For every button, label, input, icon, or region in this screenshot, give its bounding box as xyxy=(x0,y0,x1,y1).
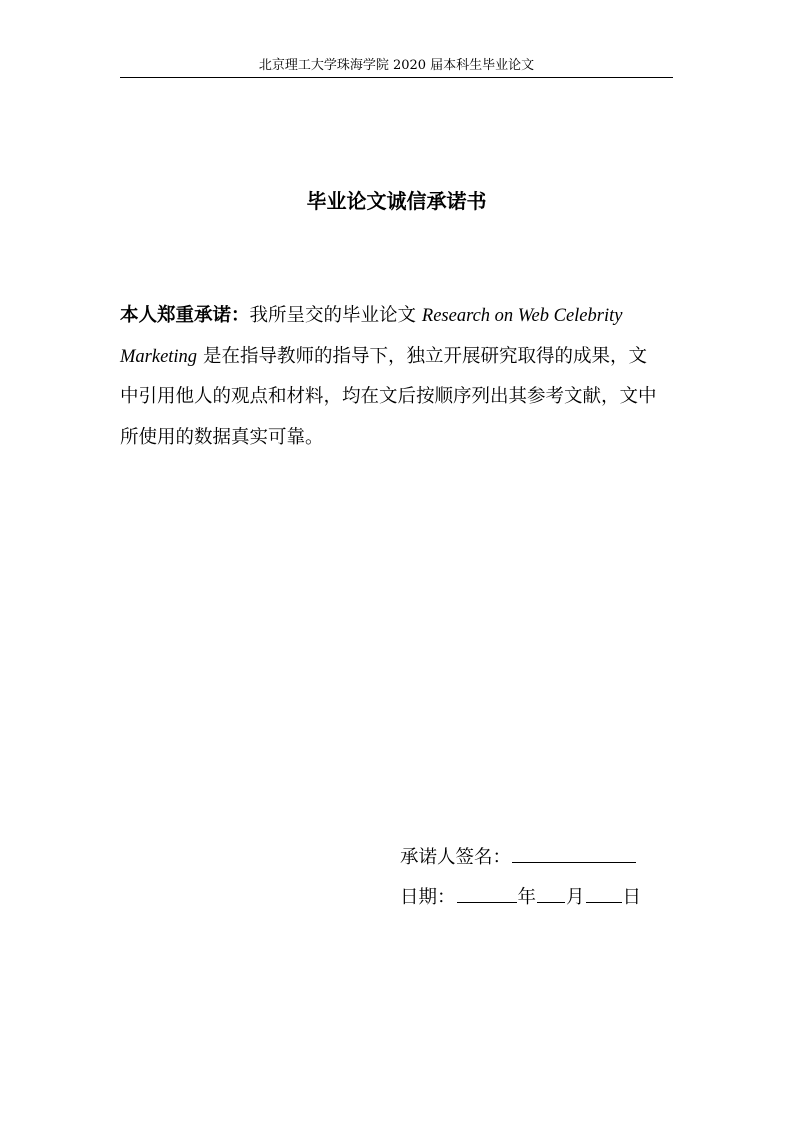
signer-row xyxy=(400,838,641,878)
thesis-title: Research on Web Celebrity Marketing xyxy=(120,306,623,367)
day-label: 日 xyxy=(622,887,642,908)
pledge-text-before: 我所呈交的毕业论文 xyxy=(249,305,422,326)
date-label: 日期： xyxy=(400,887,456,908)
year-label: 年 xyxy=(517,887,537,908)
signature-block xyxy=(400,838,641,918)
page-title: 毕业论文诚信承诺书 xyxy=(306,189,487,213)
signature-field[interactable] xyxy=(512,843,636,863)
signer-label: 承诺人签名： xyxy=(400,847,512,868)
pledge-lead: 本人郑重承诺： xyxy=(120,305,250,326)
pledge-text-after: 是在指导教师的指导下，独立开展研究取得的成果，文中引用他人的观点和材料，均在文后按顺序列出其参考文献，文中所使用的数据真实可靠。 xyxy=(120,345,657,448)
month-field[interactable] xyxy=(537,883,565,903)
year-field[interactable] xyxy=(457,883,517,903)
date-row xyxy=(400,878,641,918)
header-rule xyxy=(120,77,673,78)
pledge-paragraph xyxy=(120,296,665,458)
running-header: 北京理工大学珠海学院 2020 届本科生毕业论文 xyxy=(258,58,535,73)
month-label: 月 xyxy=(566,887,585,908)
day-field[interactable] xyxy=(586,883,622,903)
